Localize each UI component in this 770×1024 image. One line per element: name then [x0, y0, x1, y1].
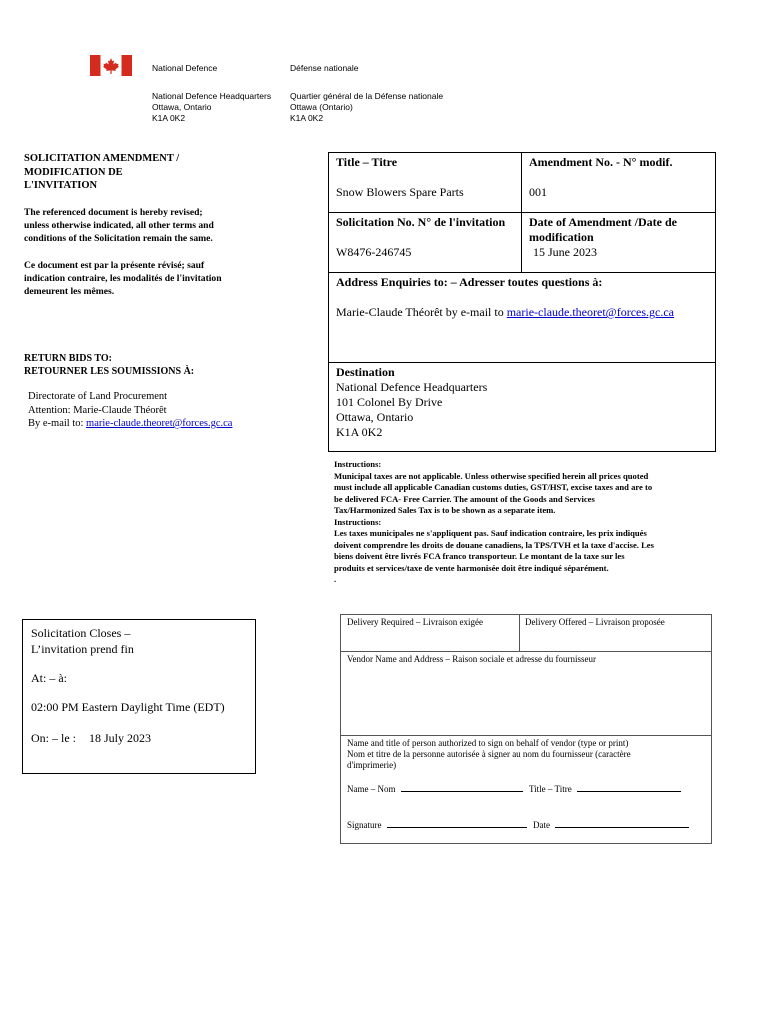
header-address-fr-line: K1A 0K2 [290, 113, 324, 123]
solicitation-no-label: Solicitation No. N° de l'invitation [336, 215, 506, 229]
destination-block [336, 365, 487, 440]
solicitation-no-value: W8476-246745 [336, 245, 412, 259]
instructions-line-en: Municipal taxes are not applicable. Unless otherwise specified herein all prices quoted [334, 470, 649, 481]
revised-notice-en-line: unless otherwise indicated, all other terms and [24, 220, 214, 231]
signature-label: Signature [347, 820, 382, 830]
canada-flag-icon [90, 55, 132, 76]
return-bids-address [28, 390, 232, 431]
closes-at-label: At: – à: [31, 671, 67, 685]
revised-notice-fr-line: indication contraire, les modalités de l'invitation [24, 273, 222, 284]
closes-on-label: On: – le : [31, 731, 76, 745]
amendment-title-line: SOLICITATION AMENDMENT / [24, 153, 180, 164]
instructions-line-fr: biens doivent être livrés FCA franco transporteur. Le montant de la taxe sur les [334, 551, 625, 561]
signature-field[interactable] [387, 827, 527, 828]
delivery-offered-label: Delivery Offered – Livraison proposée [525, 617, 665, 627]
instructions-line-fr: doivent comprendre les droits de douane canadiens, la TPS/TVH et la taxe d'accise. Les [334, 539, 654, 550]
date-label: Date [533, 820, 550, 830]
amendment-date-label-line: Date of Amendment /Date de [529, 215, 677, 229]
return-bids-title-line: RETURN BIDS TO: [24, 353, 112, 364]
revised-notice-en-line: The referenced document is hereby revised; [24, 207, 203, 218]
return-bids-title-line: RETOURNER LES SOUMISSIONS À: [24, 366, 195, 377]
name-label: Name – Nom [347, 784, 396, 794]
enquiries-prefix: Marie-Claude Théorêt by e-mail to [336, 305, 507, 319]
header-address-en-line: National Defence Headquarters [152, 91, 272, 101]
solicitation-closes-content [31, 625, 134, 657]
signature-date-row [347, 820, 689, 831]
revised-notice-en-line: conditions of the Solicitation remain the same. [24, 233, 213, 244]
header-dept-fr: Défense nationale [290, 63, 359, 73]
vendor-box [340, 614, 712, 844]
title-field[interactable] [577, 791, 681, 792]
instructions-block [334, 459, 719, 586]
return-bids-email-line [28, 417, 232, 431]
closes-date: 18 July 2023 [89, 731, 152, 745]
amendment-no-label: Amendment No. - N° modif. [529, 155, 673, 169]
enquiries-label: Address Enquiries to: – Adresser toutes questions à: [336, 275, 603, 289]
sign-authority-line: Nom et titre de la personne autorisée à signer au nom du fournisseur (caractère [347, 749, 631, 759]
instructions-line-en: must include all applicable Canadian customs duties, GST/HST, excise taxes and are to [334, 482, 653, 492]
sign-authority-label [347, 738, 631, 771]
instructions-label-en: Instructions: [334, 459, 382, 469]
header-address-en-line: Ottawa, Ontario [152, 102, 212, 112]
instructions-line-en: be delivered FCA- Free Carrier. The amount of the Goods and Services [334, 493, 595, 504]
amendment-date-label [529, 215, 677, 245]
destination-line: 101 Colonel By Drive [336, 395, 443, 409]
title-value: Snow Blowers Spare Parts [336, 185, 464, 199]
header-dept-en: National Defence [152, 63, 218, 73]
vendor-name-label: Vendor Name and Address – Raison sociale et adresse du fournisseur [347, 654, 596, 664]
sign-authority-line: Name and title of person authorized to sign on behalf of vendor (type or print) [347, 738, 629, 748]
grid-divider [521, 152, 522, 272]
grid-divider [328, 212, 716, 213]
grid-divider [328, 362, 716, 363]
amendment-date-label-line: modification [529, 230, 594, 244]
amendment-date-value: 15 June 2023 [533, 245, 597, 259]
revised-notice-en [24, 206, 214, 245]
closes-title: L’invitation prend fin [31, 642, 134, 656]
destination-line: K1A 0K2 [336, 425, 383, 439]
amendment-title-line: L'INVITATION [24, 180, 98, 191]
header-address-fr [290, 91, 443, 124]
instructions-line-fr: produits et services/taxe de vente harmonisée doit être indiqué séparément. [334, 562, 609, 573]
instructions-line-en: Tax/Harmonized Sales Tax is to be shown as a separate item. [334, 505, 556, 515]
destination-label: Destination [336, 365, 395, 379]
revised-notice-fr-line: demeurent les mêmes. [24, 286, 115, 297]
return-bids-email-link[interactable]: marie-claude.theoret@forces.gc.ca [86, 418, 233, 429]
amendment-title [24, 152, 179, 193]
amendment-no-value: 001 [529, 185, 547, 199]
return-bids-email-prefix: By e-mail to: [28, 418, 87, 429]
title-label: Title – Titre [336, 155, 398, 169]
closes-on-line [31, 731, 151, 746]
closes-title: Solicitation Closes – [31, 626, 131, 640]
return-bids-title [24, 352, 194, 378]
header-address-fr-line: Quartier général de la Défense nationale [290, 91, 444, 101]
enquiries-email-link[interactable]: marie-claude.theoret@forces.gc.ca [506, 305, 675, 319]
header-address-en-line: K1A 0K2 [152, 113, 186, 123]
return-bids-line: Attention: Marie-Claude Théorêt [28, 404, 167, 416]
grid-divider [328, 272, 716, 273]
name-field[interactable] [401, 791, 523, 792]
revised-notice-fr-line: Ce document est par la présente révisé; sauf [24, 260, 205, 271]
instructions-dot: . [334, 574, 337, 584]
sign-authority-line: d'imprimerie) [347, 760, 397, 770]
vendor-divider [340, 651, 712, 652]
destination-line: Ottawa, Ontario [336, 410, 414, 424]
delivery-required-label: Delivery Required – Livraison exigée [347, 617, 483, 627]
instructions-label-fr: Instructions: [334, 516, 382, 527]
instructions-line-fr: Les taxes municipales ne s'appliquent pas. Sauf indication contraire, les prix indiqués [334, 528, 647, 538]
amendment-title-line: MODIFICATION DE [24, 166, 123, 178]
title-field-label: Title – Titre [529, 784, 572, 794]
closes-time: 02:00 PM Eastern Daylight Time (EDT) [31, 700, 225, 714]
date-field[interactable] [555, 827, 689, 828]
vendor-divider [519, 614, 520, 651]
header-address-en [152, 91, 271, 124]
destination-line: National Defence Headquarters [336, 380, 488, 394]
header-address-fr-line: Ottawa (Ontario) [290, 102, 353, 112]
enquiries-line [336, 305, 674, 320]
name-title-row [347, 784, 681, 795]
vendor-divider [340, 735, 712, 736]
return-bids-line: Directorate of Land Procurement [28, 391, 168, 402]
revised-notice-fr [24, 259, 222, 298]
